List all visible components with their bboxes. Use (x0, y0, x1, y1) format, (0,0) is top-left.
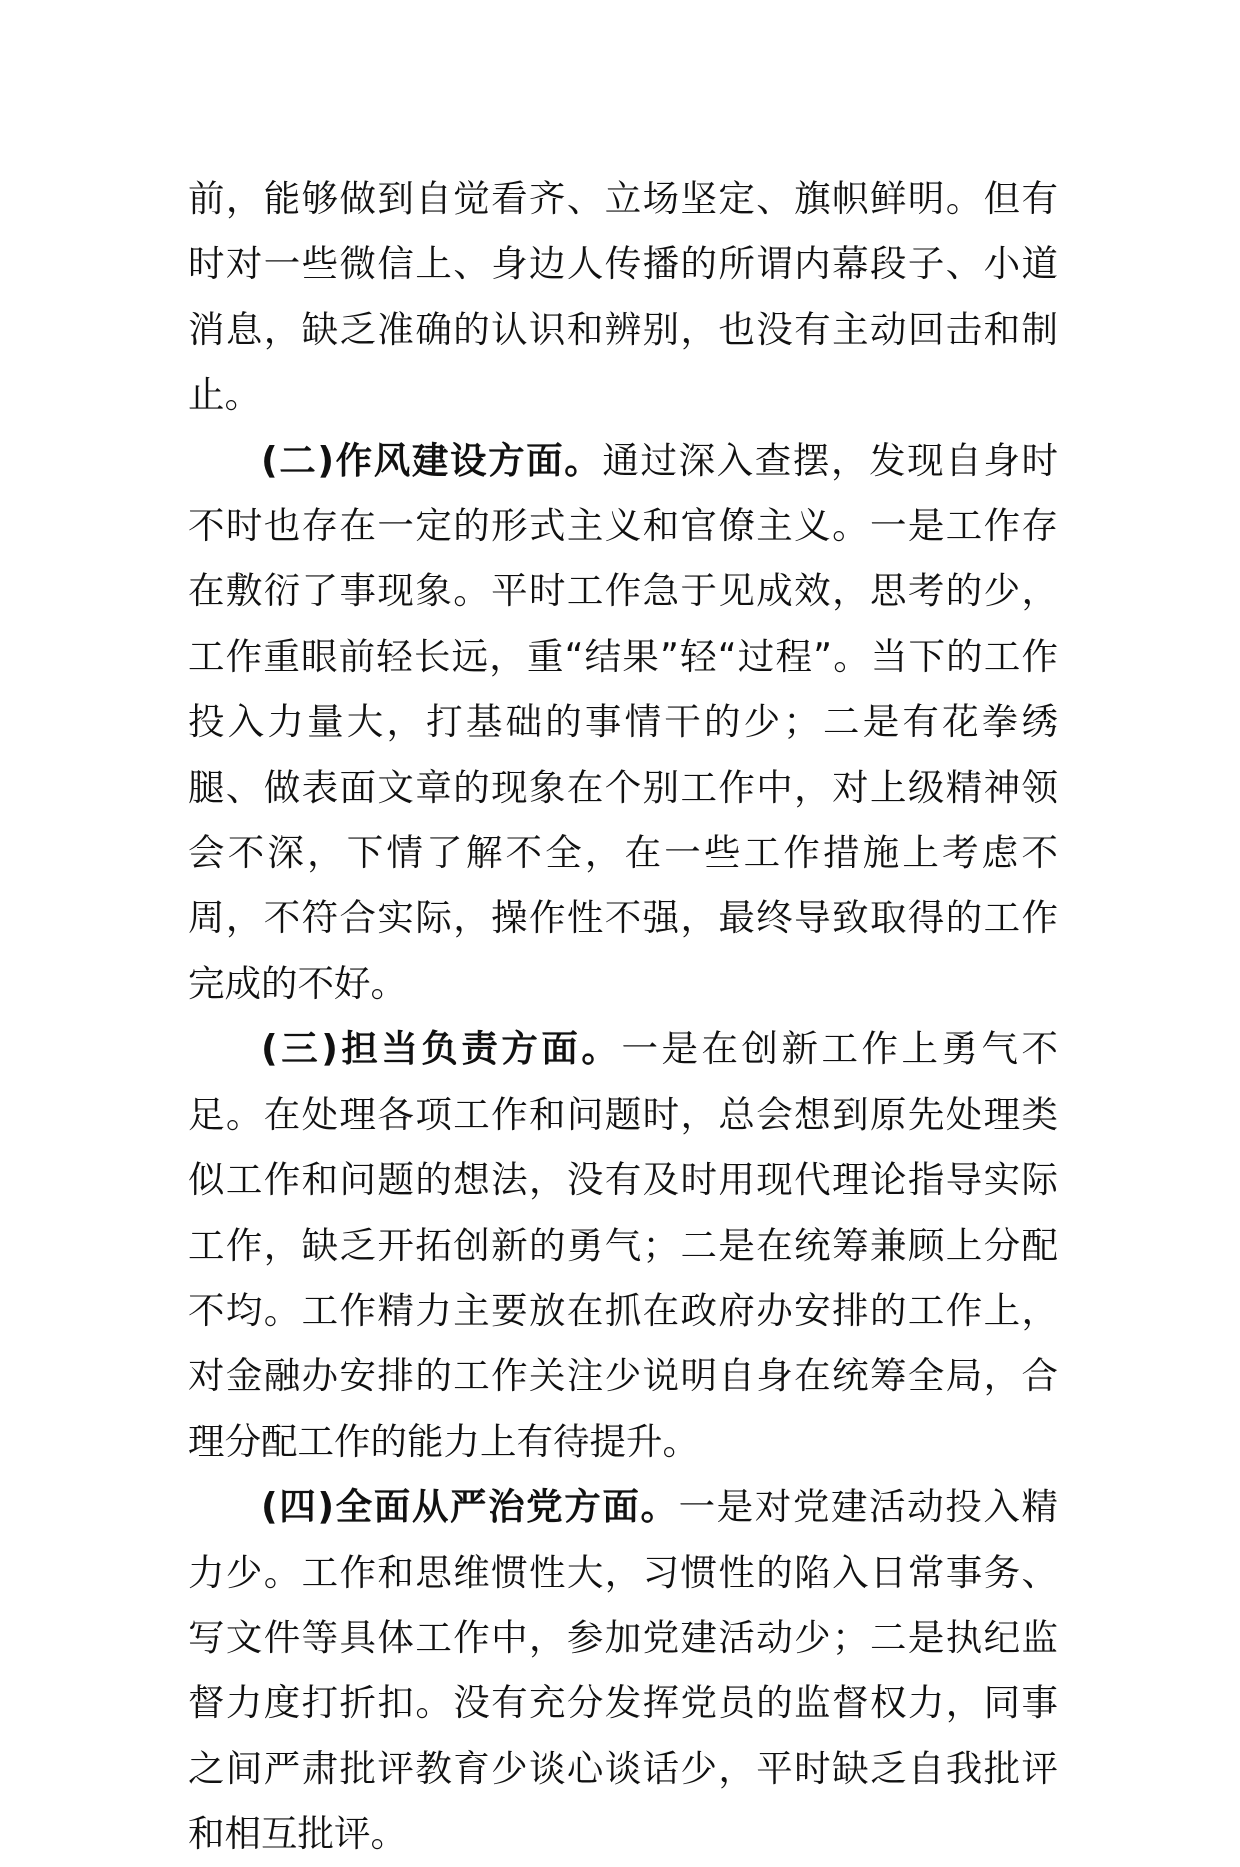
paragraph-text: 一是在创新工作上勇气不足。在处理各项工作和问题时，总会想到原先处理类似工作和问题的想法，没有及时用现代理论指导实际工作，缺乏开拓创新的勇气；二是在统筹兼顾上分配不均。工作精力主要放在抓在政府办安排的工作上，对金融办安排的工作关注少说明自身在统筹全局，合理分配工作的能力上有待提升。 (188, 1027, 1058, 1463)
paragraph-work-style (188, 428, 1058, 1017)
document-page (188, 166, 1058, 1867)
paragraph-text: 一是对党建活动投入精力少。工作和思维惯性大，习惯性的陷入日常事务、写文件等具体工作中，参加党建活动少；二是执纪监督力度打折扣。没有充分发挥党员的监督权力，同事之间严肃批评教育少谈心谈话少，平时缺乏自我批评和相互批评。 (188, 1485, 1058, 1856)
paragraph-continued (188, 166, 1058, 428)
paragraph-party-governance (188, 1474, 1058, 1866)
section-heading: (四)全面从严治党方面。 (261, 1485, 679, 1529)
section-heading: (三)担当负责方面。 (261, 1027, 622, 1071)
section-heading: (二)作风建设方面。 (261, 438, 603, 482)
paragraph-text: 通过深入查摆，发现自身时不时也存在一定的形式主义和官僚主义。一是工作存在敷衍了事现象。平时工作急于见成效，思考的少，工作重眼前轻长远，重“结果”轻“过程”。当下的工作投入力量大，打基础的事情干的少；二是有花拳绣腿、做表面文章的现象在个别工作中，对上级精神领会不深，下情了解不全，在一些工作措施上考虑不周，不符合实际，操作性不强，最终导致取得的工作完成的不好。 (188, 438, 1058, 1005)
paragraph-responsibility (188, 1016, 1058, 1474)
paragraph-text: 前，能够做到自觉看齐、立场坚定、旗帜鲜明。但有时对一些微信上、身边人传播的所谓内幕段子、小道消息，缺乏准确的认识和辨别，也没有主动回击和制止。 (188, 177, 1058, 417)
